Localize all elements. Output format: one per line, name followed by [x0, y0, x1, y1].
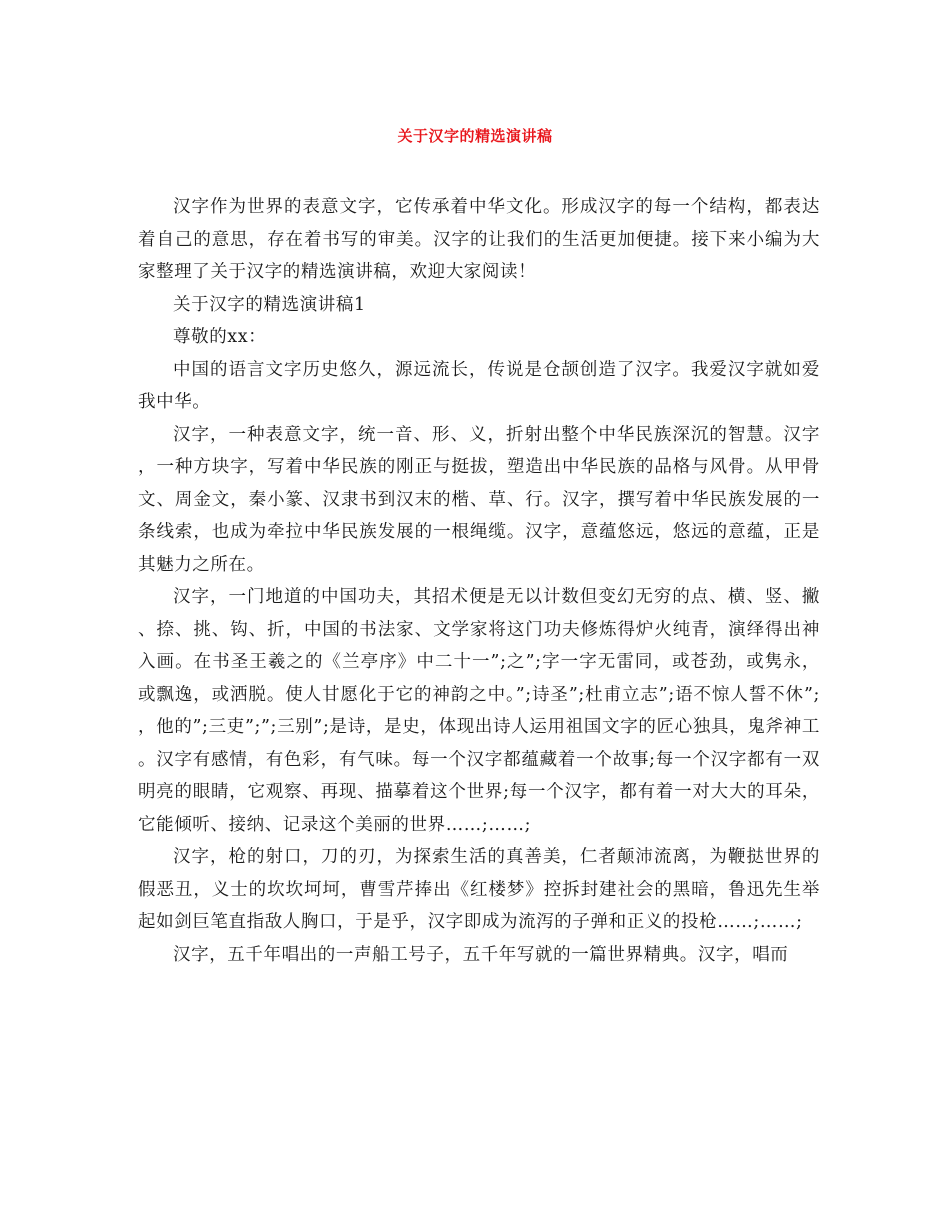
- intro-paragraph: 汉字作为世界的表意文字，它传承着中华文化。形成汉字的每一个结构，都表达着自己的意思，存在着书写的审美。汉字的让我们的生活更加便捷。接下来小编为大家整理了关于汉字的精选演讲稿，欢迎大家阅读！: [138, 197, 820, 282]
- speech-heading: 关于汉字的精选演讲稿1: [173, 294, 366, 315]
- body-paragraph: 中国的语言文字历史悠久，源远流长，传说是仓颉创造了汉字。我爱汉字就如爱我中华。: [138, 359, 820, 412]
- salutation: 尊敬的xx：: [173, 327, 267, 347]
- document-title: 关于汉字的精选演讲稿: [397, 127, 553, 145]
- body-paragraph: 汉字，一种表意文字，统一音、形、义，折射出整个中华民族深沉的智慧。汉字，一种方块字，写着中华民族的刚正与挺拔，塑造出中华民族的品格与风骨。从甲骨文、周金文，秦小篆、汉隶书到汉末的楷、草、行。汉字，撰写着中华民族发展的一条线索，也成为牵拉中华民族发展的一根绳缆。汉字，意蕴悠远，悠远的意蕴，正是其魅力之所在。: [138, 424, 820, 575]
- body-paragraph: 汉字，一门地道的中国功夫，其招术便是无以计数但变幻无穷的点、横、竖、撇、捺、挑、钩、折，中国的书法家、文学家将这门功夫修炼得炉火纯青，演绎得出神入画。在书圣王羲之的《兰亭序》中二十一”;之”;字一字无雷同，或苍劲，或隽永，或飘逸，或洒脱。使人甘愿化于它的神韵之中。”;诗圣”;杜甫立志”;语不惊人誓不休”;，他的”;三吏”;”;三别”;是诗，是史，体现出诗人运用祖国文字的匠心独具，鬼斧神工。汉字有感情，有色彩，有气味。每一个汉字都蕴藏着一个故事;每一个汉字都有一双明亮的眼睛，它观察、再现、描摹着这个世界;每一个汉字，都有着一对大大的耳朵，它能倾听、接纳、记录这个美丽的世界……;……;: [138, 587, 820, 835]
- body-paragraph: 汉字，五千年唱出的一声船工号子，五千年写就的一篇世界精典。汉字，唱而: [173, 944, 789, 965]
- document-body: [138, 191, 820, 971]
- body-paragraph: 汉字，枪的射口，刀的刃，为探索生活的真善美，仁者颠沛流离，为鞭挞世界的假恶丑，义士的坎坎坷坷，曹雪芹捧出《红楼梦》控拆封建社会的黑暗，鲁迅先生举起如剑巨笔直指敌人胸口，于是乎，汉字即成为流泻的子弹和正义的投枪……;……;: [138, 847, 820, 932]
